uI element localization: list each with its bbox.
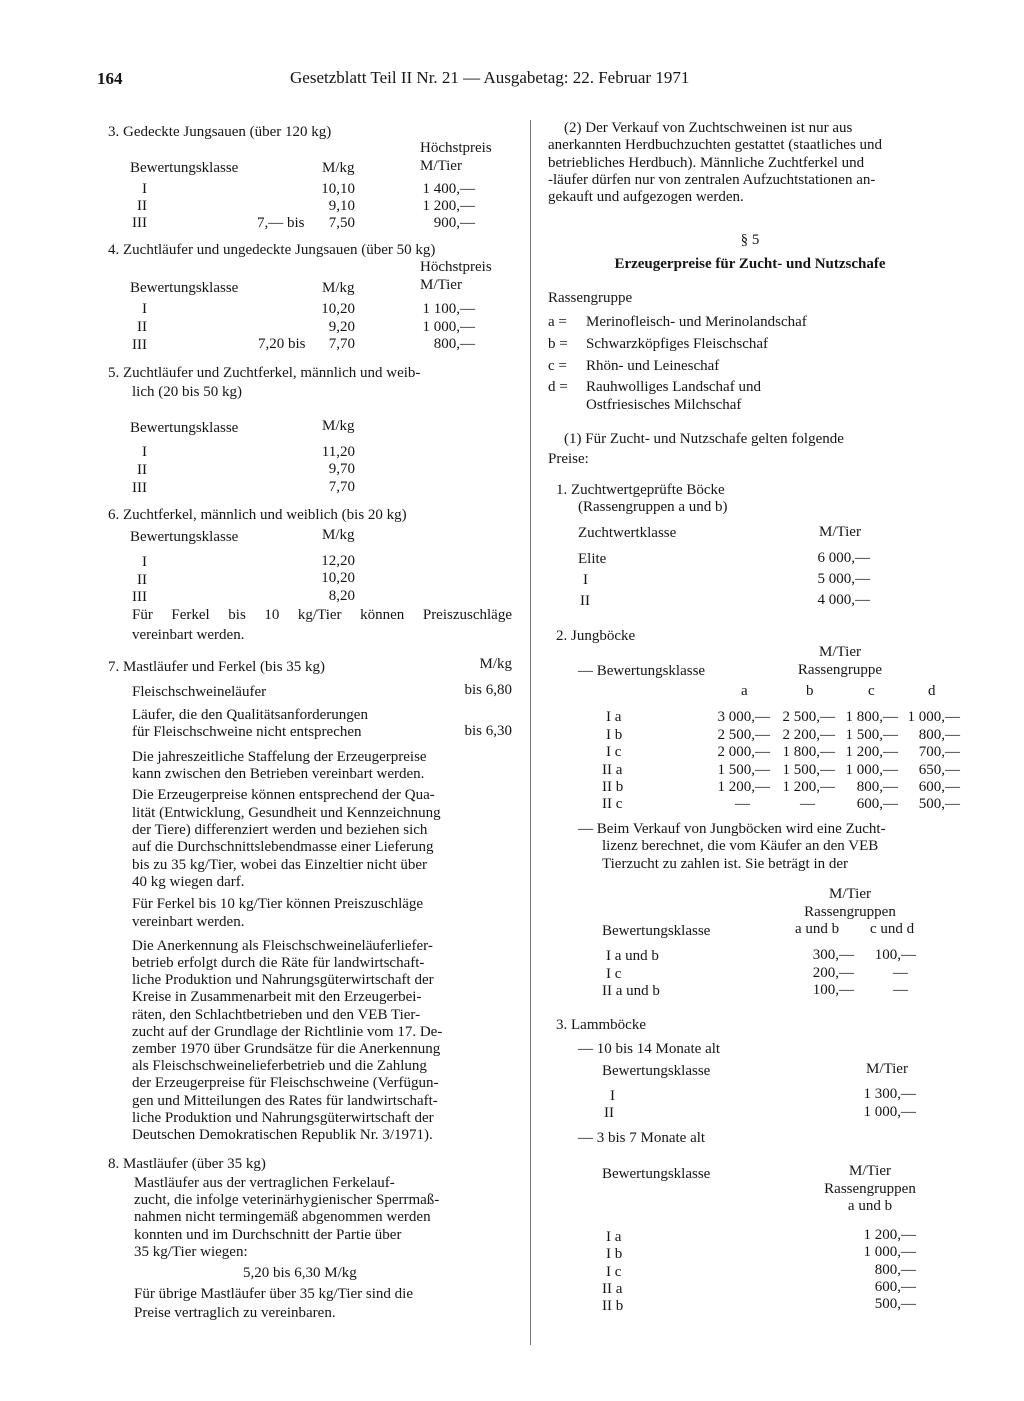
col-a: a xyxy=(741,683,748,699)
col-rassengruppen: Rassengruppen xyxy=(824,1181,916,1197)
row-mtier: 1 000,— xyxy=(422,319,475,335)
text-line: Preise: xyxy=(548,451,589,467)
text-line: (1) Für Zucht- und Nutzschafe gelten folgende xyxy=(564,431,844,447)
row-mkg: 12,20 xyxy=(321,553,355,569)
row-label: Fleischschweineläufer xyxy=(132,684,267,700)
text-line: nahmen nicht termingemäß abgenommen werden xyxy=(134,1209,431,1225)
row-mtier: 1 400,— xyxy=(422,181,475,197)
cell-d: 700,— xyxy=(918,744,960,760)
cell-d: 1 000,— xyxy=(907,709,960,725)
cell-d: 650,— xyxy=(918,762,960,778)
text-line: (2) Der Verkauf von Zuchtschweinen ist nur aus xyxy=(564,120,853,136)
cell-c: 1 200,— xyxy=(845,744,898,760)
text-line: vereinbart werden. xyxy=(132,914,245,930)
row-mkg: 8,20 xyxy=(328,588,355,604)
col-d: d xyxy=(928,683,936,699)
row-range-start: 7,20 bis xyxy=(258,336,306,352)
col-mkg: M/kg xyxy=(322,160,355,176)
col-mtier: M/Tier xyxy=(849,1163,891,1179)
row-class: I xyxy=(142,181,147,197)
row-mtier: 800,— xyxy=(874,1262,916,1278)
text-line: 40 kg wiegen darf. xyxy=(132,874,245,890)
row-class: II xyxy=(604,1105,614,1121)
row-value: bis 6,30 xyxy=(464,723,512,739)
cell-b: 1 800,— xyxy=(782,744,835,760)
row-class: II a xyxy=(602,762,623,778)
row-class: I xyxy=(610,1088,615,1104)
col-bewertungsklasse: Bewertungsklasse xyxy=(602,923,711,939)
row-mtier: 500,— xyxy=(874,1296,916,1312)
text-line: Mastläufer aus der vertraglichen Ferkelauf- xyxy=(134,1175,395,1191)
section-number: § 5 xyxy=(740,232,760,248)
row-mkg: 9,20 xyxy=(328,319,355,335)
text-line: räten, den Schlachtbetrieben und den VEB Tier- xyxy=(132,1007,421,1023)
col-mkg: M/kg xyxy=(322,280,355,296)
text-line: anerkannten Herdbuchzuchten gestattet (staatliches und xyxy=(548,137,883,153)
block-1-heading: 1. Zuchtwertgeprüfte Böcke xyxy=(556,482,725,498)
row-mtier: 800,— xyxy=(433,336,475,352)
section-8-price: 5,20 bis 6,30 M/kg xyxy=(243,1265,357,1281)
row-value: bis 6,80 xyxy=(464,682,512,698)
group-name: Rhön- und Leineschaf xyxy=(586,358,720,374)
text-line: liche Produktion und Nahrungsgüterwirtschaft der xyxy=(132,972,434,988)
subheading-3-7: — 3 bis 7 Monate alt xyxy=(578,1130,706,1146)
row-mkg: 10,20 xyxy=(321,570,355,586)
cell-a: 2 000,— xyxy=(717,744,770,760)
section-8-heading: 8. Mastläufer (über 35 kg) xyxy=(108,1156,266,1172)
row-class: I xyxy=(142,301,147,317)
section-5-heading-cont: lich (20 bis 50 kg) xyxy=(132,384,242,400)
col-mtier: M/Tier xyxy=(866,1061,908,1077)
row-mtier: 1 100,— xyxy=(422,301,475,317)
cell-c: 600,— xyxy=(856,796,898,812)
group-key: b = xyxy=(548,336,568,352)
row-mtier: 5 000,— xyxy=(817,571,870,587)
subheading-10-14: — 10 bis 14 Monate alt xyxy=(578,1041,721,1057)
text-line: zucht auf der Grundlage der Richtlinie vom 17. De- xyxy=(132,1024,443,1040)
group-name: Merinofleisch- und Merinolandschaf xyxy=(586,314,807,330)
row-mkg: 9,70 xyxy=(328,461,355,477)
row-class: II xyxy=(137,462,147,478)
text-line: lität (Entwicklung, Gesundheit und Kennzeichnung xyxy=(132,805,441,821)
col-mkg: M/kg xyxy=(479,656,512,672)
text-line: Preise vertraglich zu vereinbaren. xyxy=(134,1305,336,1321)
section-3-heading: 3. Gedeckte Jungsauen (über 120 kg) xyxy=(108,124,332,140)
row-class: I xyxy=(142,554,147,570)
text-line: kann zwischen den Betrieben vereinbart werden. xyxy=(132,766,425,782)
cell-c-und-d: 100,— xyxy=(874,947,916,963)
text-line: bis zu 35 kg/Tier, wobei das Einzeltier nicht über xyxy=(132,857,428,873)
row-mtier: 1 000,— xyxy=(863,1244,916,1260)
cell-a: 3 000,— xyxy=(717,709,770,725)
row-class: I a xyxy=(606,1229,622,1245)
row-mkg: 7,50 xyxy=(328,215,355,231)
cell-d: 600,— xyxy=(918,779,960,795)
cell-c: 800,— xyxy=(856,779,898,795)
row-mkg: 7,70 xyxy=(328,336,355,352)
row-class: I b xyxy=(606,727,623,743)
group-name: Rauhwolliges Landschaf und xyxy=(586,379,761,395)
col-zuchtwertklasse: Zuchtwertklasse xyxy=(578,525,677,541)
text-line: der Erzeugerpreise für Fleischschweine (Verfügun- xyxy=(132,1075,439,1091)
section-4-heading: 4. Zuchtläufer und ungedeckte Jungsauen (über 50 kg) xyxy=(108,242,436,258)
cell-b: 1 500,— xyxy=(782,762,835,778)
text-line: zucht, die infolge veterinärhygienischer Sperrmaß- xyxy=(134,1192,440,1208)
cell-b: 2 200,— xyxy=(782,727,835,743)
row-class: III xyxy=(132,215,147,231)
row-mtier: 600,— xyxy=(874,1279,916,1295)
page-header-title: Gesetzblatt Teil II Nr. 21 — Ausgabetag: 22. Februar 1971 xyxy=(290,68,690,87)
cell-a-und-b: 200,— xyxy=(812,965,854,981)
row-class: II b xyxy=(602,779,624,795)
text-line: gekauft und aufgezogen werden. xyxy=(548,189,744,205)
row-range-start: 7,— bis xyxy=(257,215,305,231)
row-class: II xyxy=(137,319,147,335)
row-class: III xyxy=(132,337,147,353)
row-class: I xyxy=(583,572,588,588)
block-3-heading: 3. Lammböcke xyxy=(556,1017,646,1033)
row-mtier: 1 200,— xyxy=(863,1227,916,1243)
row-class: Elite xyxy=(578,551,607,567)
text-line: betrieb erfolgt durch die Räte für landwirtschaft- xyxy=(132,955,425,971)
text-line: liche Produktion und Nahrungsgüterwirtschaft der xyxy=(132,1110,434,1126)
col-a-und-b: a und b xyxy=(847,1198,893,1214)
row-mtier: 1 000,— xyxy=(863,1104,916,1120)
cell-c-und-d: — xyxy=(893,982,908,998)
col-mkg: M/kg xyxy=(322,418,355,434)
col-mtier: M/Tier xyxy=(819,524,861,540)
text-line: — Beim Verkauf von Jungböcken wird eine Zucht- xyxy=(578,821,886,837)
row-class: I c xyxy=(606,966,622,982)
col-b: b xyxy=(806,683,814,699)
col-c: c xyxy=(868,683,875,699)
text-line: konnten und im Durchschnitt der Partie über xyxy=(134,1227,402,1243)
cell-a: 1 200,— xyxy=(717,779,770,795)
page-number: 164 xyxy=(97,69,123,88)
text-line: Für Ferkel bis 10 kg/Tier können Preiszuschläge xyxy=(132,896,424,912)
cell-d: 800,— xyxy=(918,727,960,743)
group-key: a = xyxy=(548,314,567,330)
cell-c-und-d: — xyxy=(893,965,908,981)
row-label-cont: für Fleischschweine nicht entsprechen xyxy=(132,724,362,740)
col-mkg: M/kg xyxy=(322,527,355,543)
row-mkg: 10,20 xyxy=(321,301,355,317)
rassengruppe-label: Rassengruppe xyxy=(548,290,633,306)
section-6-note: Für Ferkel bis 10 kg/Tier können Preiszuschläge xyxy=(132,607,512,623)
section-5-heading: 5. Zuchtläufer und Zuchtferkel, männlich und weib- xyxy=(108,365,421,381)
cell-b: 2 500,— xyxy=(782,709,835,725)
text-line: Die Erzeugerpreise können entsprechend der Qua- xyxy=(132,787,435,803)
row-class: II xyxy=(580,593,590,609)
row-class: I b xyxy=(606,1246,623,1262)
col-bewertungsklasse: — Bewertungsklasse xyxy=(578,663,706,679)
col-bewertungsklasse: Bewertungsklasse xyxy=(130,529,239,545)
row-class: I c xyxy=(606,744,622,760)
cell-a: 2 500,— xyxy=(717,727,770,743)
row-mtier: 1 200,— xyxy=(422,198,475,214)
row-class: III xyxy=(132,480,147,496)
col-bewertungsklasse: Bewertungsklasse xyxy=(130,420,239,436)
row-class: II a xyxy=(602,1281,623,1297)
right-column xyxy=(540,0,1024,1401)
text-line: Für übrige Mastläufer über 35 kg/Tier sind die xyxy=(134,1286,413,1302)
col-c-und-d: c und d xyxy=(870,921,915,937)
block-1-heading-cont: (Rassengruppen a und b) xyxy=(578,499,728,515)
col-bewertungsklasse: Bewertungsklasse xyxy=(130,280,239,296)
col-mtier: M/Tier xyxy=(819,644,861,660)
row-mtier: 900,— xyxy=(433,215,475,231)
cell-c: 1 000,— xyxy=(845,762,898,778)
row-class: II b xyxy=(602,1298,624,1314)
text-line: zember 1970 über Grundsätze für die Anerkennung xyxy=(132,1041,441,1057)
group-key: c = xyxy=(548,358,567,374)
cell-a: 1 500,— xyxy=(717,762,770,778)
cell-c: 1 800,— xyxy=(845,709,898,725)
group-name-cont: Ostfriesisches Milchschaf xyxy=(586,397,742,413)
text-line: betriebliches Herdbuch). Männliche Zuchtferkel und xyxy=(548,155,865,171)
row-mkg: 10,10 xyxy=(321,181,355,197)
text-line: -läufer dürfen nur von zentralen Aufzuchtstationen an- xyxy=(548,172,876,188)
text-line: Tierzucht zu zahlen ist. Sie beträgt in der xyxy=(602,856,849,872)
col-a-und-b: a und b xyxy=(795,921,840,937)
text-line: 35 kg/Tier wiegen: xyxy=(134,1244,248,1260)
row-label: Läufer, die den Qualitätsanforderungen xyxy=(132,707,368,723)
col-bewertungsklasse: Bewertungsklasse xyxy=(602,1063,711,1079)
cell-c: 1 500,— xyxy=(845,727,898,743)
text-line: lizenz berechnet, die vom Käufer an den VEB xyxy=(602,838,879,854)
block-2-heading: 2. Jungböcke xyxy=(556,628,636,644)
col-hoechstpreis: Höchstpreis xyxy=(420,259,492,275)
row-class: I a und b xyxy=(606,948,659,964)
col-bewertungsklasse: Bewertungsklasse xyxy=(602,1166,711,1182)
col-mtier: M/Tier xyxy=(420,277,462,293)
col-mtier: M/Tier xyxy=(829,886,871,902)
cell-b: — xyxy=(800,796,815,812)
row-class: I c xyxy=(606,1264,622,1280)
row-mkg: 9,10 xyxy=(328,198,355,214)
section-title: Erzeugerpreise für Zucht- und Nutzschafe xyxy=(614,256,886,272)
row-class: I xyxy=(142,444,147,460)
row-mkg: 11,20 xyxy=(321,444,355,460)
row-class: II xyxy=(137,572,147,588)
text-line: gen und Mitteilungen des Rates für landwirtschaft- xyxy=(132,1093,438,1109)
row-mkg: 7,70 xyxy=(328,479,355,495)
section-6-heading: 6. Zuchtferkel, männlich und weiblich (bis 20 kg) xyxy=(108,507,407,523)
row-class: III xyxy=(132,589,147,605)
col-rassengruppen: Rassengruppen xyxy=(804,904,896,920)
cell-b: 1 200,— xyxy=(782,779,835,795)
section-7-heading: 7. Mastläufer und Ferkel (bis 35 kg) xyxy=(108,659,326,675)
cell-a-und-b: 100,— xyxy=(812,982,854,998)
group-name: Schwarzköpfiges Fleischschaf xyxy=(586,336,769,352)
row-class: II xyxy=(137,198,147,214)
row-mtier: 1 300,— xyxy=(863,1086,916,1102)
text-line: Kreise in Zusammenarbeit mit den Erzeugerbei- xyxy=(132,989,422,1005)
section-6-note-cont: vereinbart werden. xyxy=(132,627,245,643)
col-mtier: M/Tier xyxy=(420,158,462,174)
cell-a-und-b: 300,— xyxy=(812,947,854,963)
text-line: auf die Durchschnittslebendmasse einer Lieferung xyxy=(132,839,434,855)
cell-d: 500,— xyxy=(918,796,960,812)
row-class: II c xyxy=(602,796,623,812)
col-rassengruppe: Rassengruppe xyxy=(797,662,883,678)
text-line: Die Anerkennung als Fleischschweineläuferliefer- xyxy=(132,938,433,954)
text-line: als Fleischschweinelieferbetrieb und die Zahlung xyxy=(132,1058,427,1074)
col-hoechstpreis: Höchstpreis xyxy=(420,140,492,156)
row-mtier: 6 000,— xyxy=(817,550,870,566)
text-line: der Tiere) differenziert werden und beziehen sich xyxy=(132,822,428,838)
row-class: I a xyxy=(606,709,622,725)
group-key: d = xyxy=(548,379,568,395)
row-mtier: 4 000,— xyxy=(817,592,870,608)
text-line: Deutschen Demokratischen Republik Nr. 3/1971). xyxy=(132,1127,433,1143)
text-line: Die jahreszeitliche Staffelung der Erzeugerpreise xyxy=(132,749,427,765)
col-bewertungsklasse: Bewertungsklasse xyxy=(130,160,239,176)
row-class: II a und b xyxy=(602,983,660,999)
cell-a: — xyxy=(735,796,750,812)
